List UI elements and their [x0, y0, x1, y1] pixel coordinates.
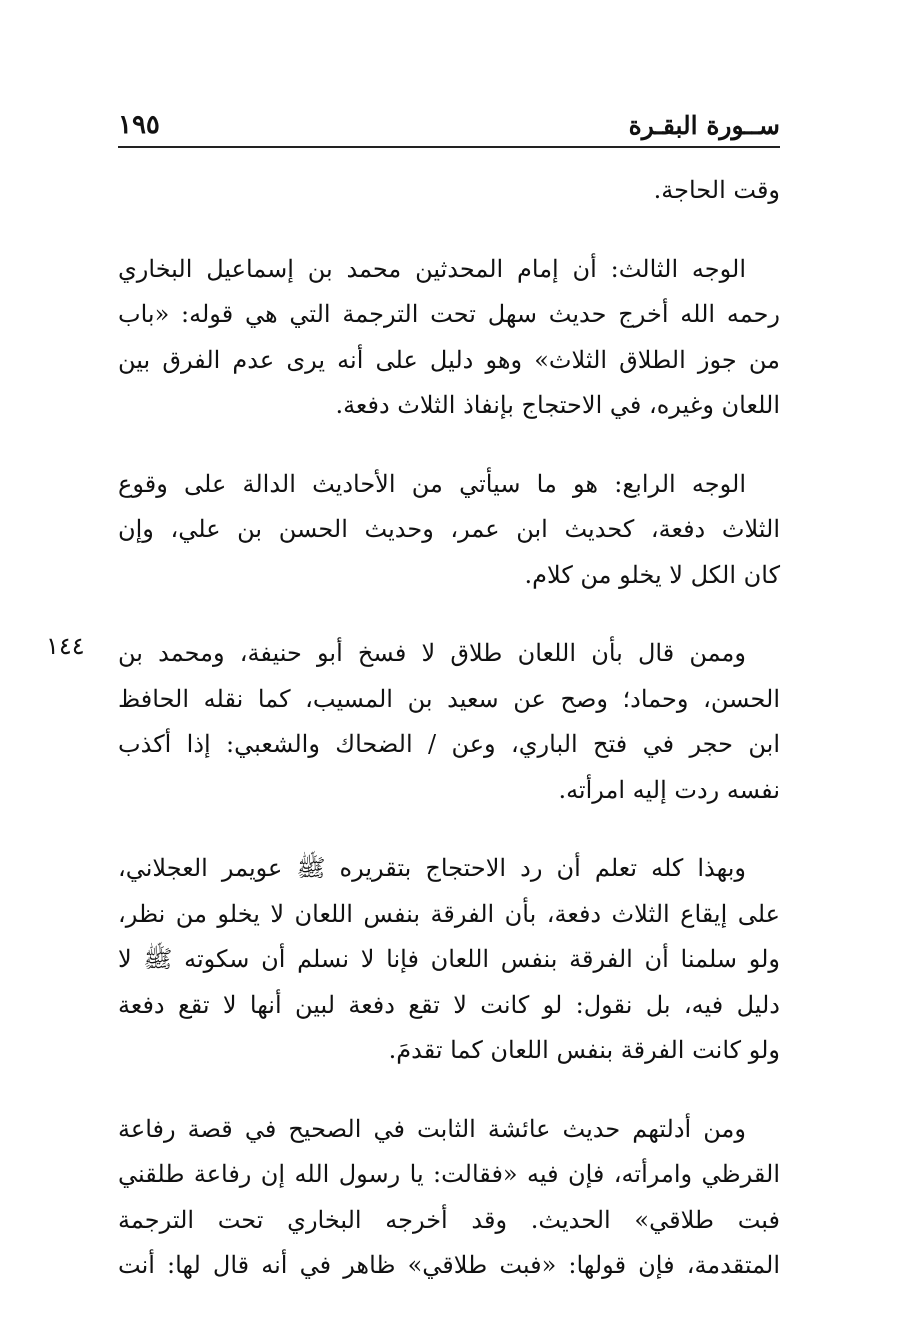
text-line: الحسن، وحماد؛ وصح عن سعيد بن المسيب، كما نقله الحافظ: [118, 684, 780, 713]
text-line: ولو سلمنا أن الفرقة بنفس اللعان فإنا لا نسلم أن سكوته ﷺ لا: [118, 945, 780, 973]
paragraph: [118, 846, 780, 1074]
text-line: الوجه الثالث: أن إمام المحدثين محمد بن إسماعيل البخاري: [118, 254, 746, 283]
text-line: ولو كانت الفرقة بنفس اللعان كما تقدمَ.: [388, 1036, 780, 1064]
paragraph: [118, 462, 780, 599]
margin-page-reference: ١٤٤: [46, 632, 85, 660]
paragraph: [118, 168, 780, 214]
text-line: ابن حجر في فتح الباري، وعن / الضحاك والشعبي: إذا أكذب: [118, 730, 780, 758]
text-line: الوجه الرابع: هو ما سيأتي من الأحاديث الدالة على وقوع: [118, 469, 746, 498]
text-line: كان الكل لا يخلو من كلام.: [524, 560, 780, 589]
paragraph: [118, 631, 780, 813]
text-line: القرظي وامرأته، فإن فيه «فقالت: يا رسول الله إن رفاعة طلقني: [118, 1160, 780, 1188]
page-header: [118, 106, 780, 148]
body-text: [118, 168, 780, 1322]
text-line: على إيقاع الثلاث دفعة، بأن الفرقة بنفس اللعان لا يخلو من نظر،: [118, 899, 780, 928]
text-line: رحمه الله أخرج حديث سهل تحت الترجمة التي هي قوله: «باب: [118, 300, 780, 328]
text-line: من جوز الطلاق الثلاث» وهو دليل على أنه يرى عدم الفرق بين: [118, 345, 780, 374]
text-line: وقت الحاجة.: [653, 176, 780, 204]
paragraph: [118, 1107, 780, 1289]
text-line: اللعان وغيره، في الاحتجاج بإنفاذ الثلاث دفعة.: [335, 391, 780, 419]
surah-title: ســورة البقـرة: [628, 111, 780, 140]
text-line: وممن قال بأن اللعان طلاق لا فسخ أبو حنيفة، ومحمد بن: [118, 639, 746, 667]
paragraph: [118, 247, 780, 429]
text-line: الثلاث دفعة، كحديث ابن عمر، وحديث الحسن بن علي، وإن: [118, 515, 780, 543]
page-number: ١٩٥: [118, 110, 160, 140]
text-line: دليل فيه، بل نقول: لو كانت لا تقع دفعة لبين أنها لا تقع دفعة: [118, 990, 780, 1019]
text-line: المتقدمة، فإن قولها: «فبت طلاقي» ظاهر في أنه قال لها: أنت: [118, 1251, 781, 1279]
text-line: ومن أدلتهم حديث عائشة الثابت في الصحيح في قصة رفاعة: [118, 1114, 746, 1143]
text-line: وبهذا كله تعلم أن رد الاحتجاج بتقريره ﷺ عويمر العجلاني،: [118, 854, 746, 882]
text-line: نفسه ردت إليه امرأته.: [558, 775, 780, 804]
text-line: فبت طلاقي» الحديث. وقد أخرجه البخاري تحت الترجمة: [118, 1205, 780, 1234]
